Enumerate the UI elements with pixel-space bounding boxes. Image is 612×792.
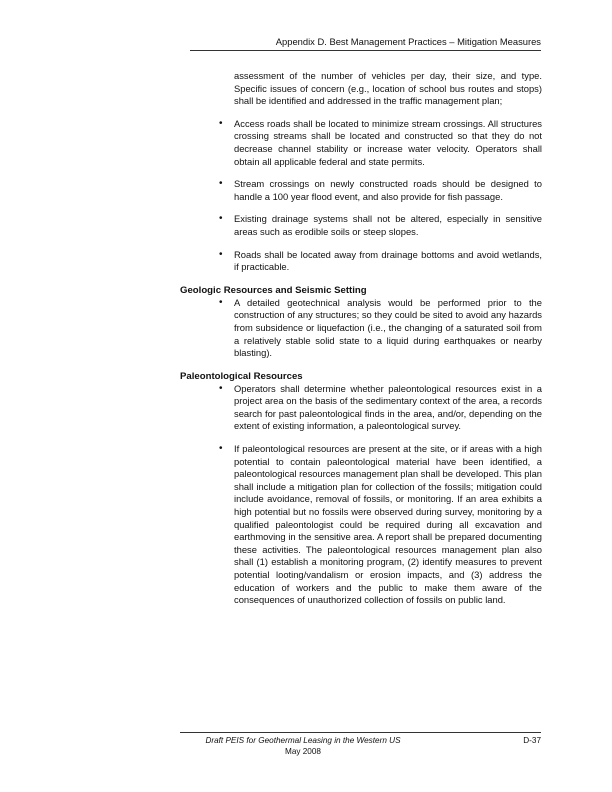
section-heading-geologic: Geologic Resources and Seismic Setting (180, 284, 367, 296)
list-item: • Roads shall be located away from drainage bottoms and avoid wetlands, if practicable. (234, 249, 542, 274)
page-number: D-37 (523, 736, 541, 745)
list-item: • Access roads shall be located to minimize stream crossings. All structures crossing streams shall be located and constructed so that they do not decrease channel stability or increase water velocity. Operators shall obtain all applicable federal and state permits. (234, 118, 542, 168)
page-body (180, 70, 542, 617)
paleontological-section (180, 370, 542, 607)
footer-date: May 2008 (285, 746, 321, 756)
footer-doc-info (198, 736, 408, 757)
geologic-section (180, 284, 542, 360)
list-item: • Stream crossings on newly constructed roads should be designed to handle a 100 year flood event, and also provide for fish passage. (234, 178, 542, 203)
running-title: Appendix D. Best Management Practices – Mitigation Measures (275, 36, 541, 47)
list-item: • Existing drainage systems shall not be altered, especially in sensitive areas such as erodible soils or steep slopes. (234, 213, 542, 238)
list-item: • If paleontological resources are present at the site, or if areas with a high potential to contain paleontological material have been identified, a paleontological resources management plan shall be developed. This plan shall include a mitigation plan for collection of the fossils; mitigation could include avoidance, removal of fossils, or monitoring. If an area exhibits a high potential but no fossils were observed during survey, monitoring by a qualified paleontologist could be required during all excavation and earthmoving in the sensitive area. A report shall be prepared documenting these activities. The paleontological resources management plan also shall (1) establish a monitoring program, (2) identify measures to prevent potential looting/vandalism or erosion impacts, and (3) address the education of workers and the public to make them aware of the consequences of unauthorized collection of fossils on public land. (234, 443, 542, 607)
roads-bullet-list (180, 118, 542, 274)
running-header (190, 36, 541, 51)
footer-doc-title: Draft PEIS for Geothermal Leasing in the Western US (205, 736, 401, 745)
intro-paragraph: assessment of the number of vehicles per day, their size, and type. Specific issues of concern (e.g., location of school bus routes and stops) shall be identified and addressed in the traffic management plan; (234, 70, 542, 107)
paleontological-bullet-list (180, 383, 542, 607)
page-footer (180, 732, 541, 756)
list-item: • Operators shall determine whether paleontological resources exist in a project area on the basis of the sedimentary context of the area, a records search for past paleontological finds in the area, and/or, depending on the extent of existing information, a paleontological survey. (234, 383, 542, 433)
section-heading-paleontological: Paleontological Resources (180, 370, 303, 382)
geologic-bullet-list (180, 297, 542, 360)
list-item: • A detailed geotechnical analysis would be performed prior to the construction of any structures; so they could be sited to avoid any hazards from subsidence or liquefaction (i.e., the changing of a saturated soil from a relatively stable solid state to a liquid during earthquakes or nearby blasting). (234, 297, 542, 360)
